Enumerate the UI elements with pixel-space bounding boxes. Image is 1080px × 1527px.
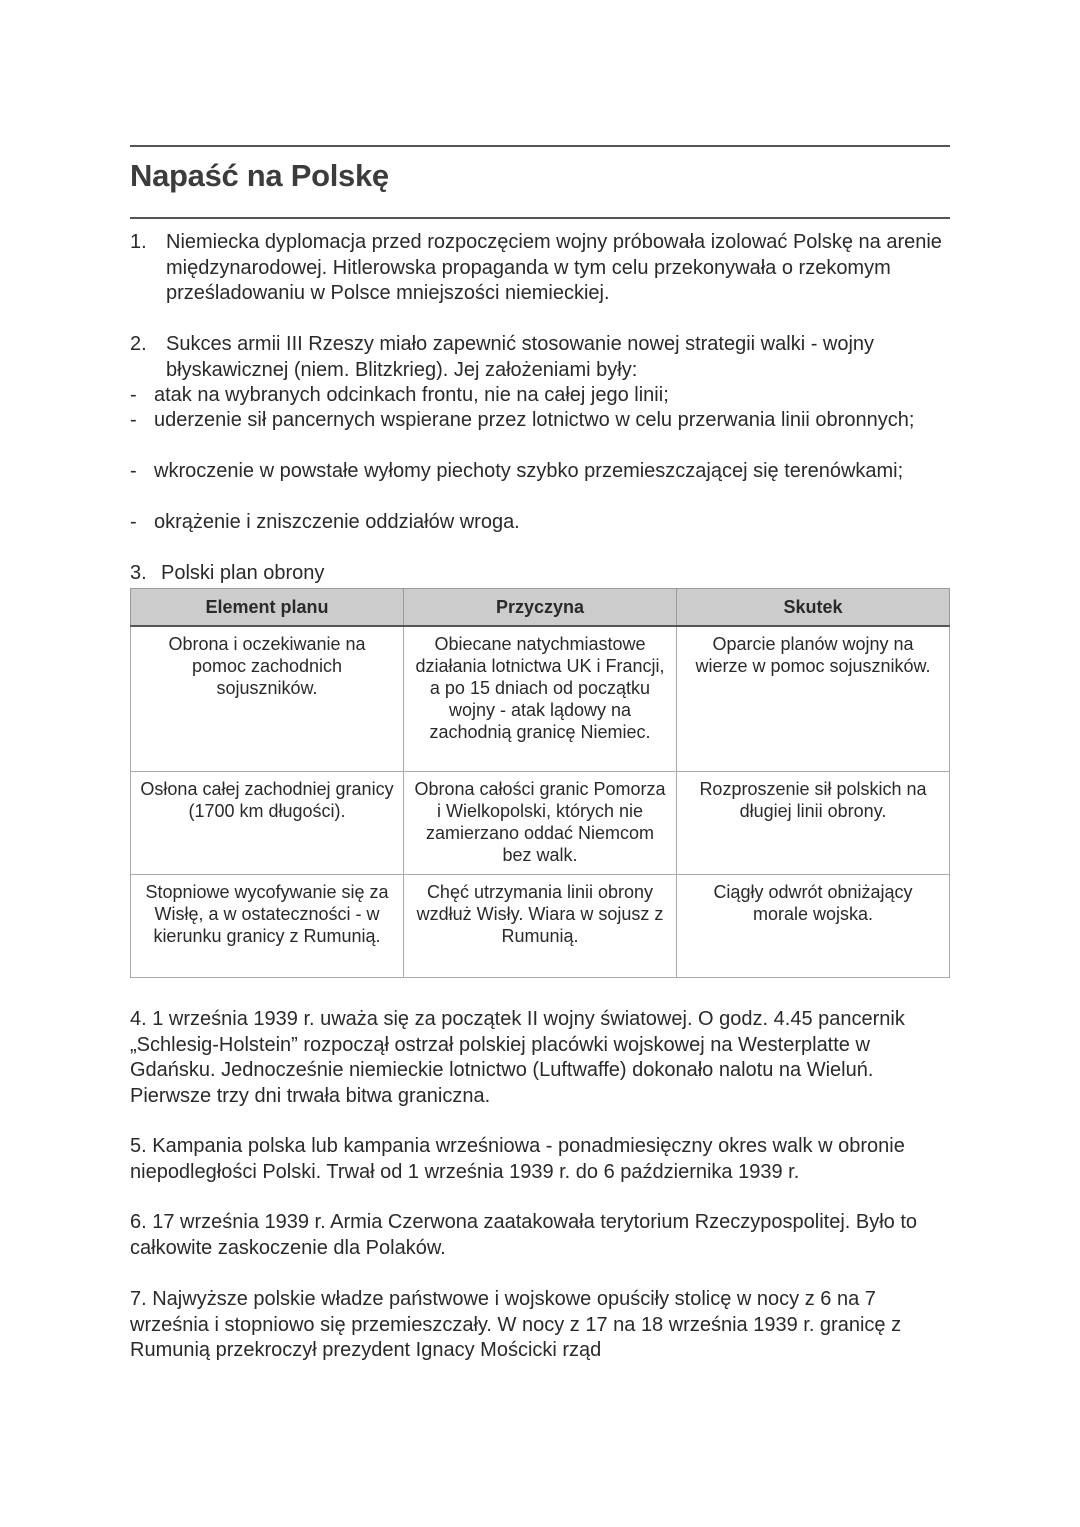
paragraph-7: 7. Najwyższe polskie władze państwowe i wojskowe opuściły stolicę w nocy z 6 na 7 września i stopniowo się przemieszczały. W nocy z 17 na 18 września 1939 r. granicę z Rumunią przekroczył prezydent Ignacy Mościcki rząd — [130, 1288, 902, 1361]
table-cell: Stopniowe wycofywanie się za Wisłę, a w ostateczności - w kierunku granicy z Rumunią. — [131, 875, 404, 978]
table-header-cell: Element planu — [131, 589, 404, 627]
table-cell: Obrona i oczekiwanie na pomoc zachodnich sojuszników. — [131, 626, 404, 772]
list-item-text: Polski plan obrony — [161, 562, 325, 584]
paragraph-5: 5. Kampania polska lub kampania wrześniowa - ponadmiesięczny okres walk w obronie niepodległości Polski. Trwał od 1 września 1939 r. do 6 października 1939 r. — [130, 1135, 905, 1183]
list-item-2 — [130, 332, 950, 383]
table-cell: Osłona całej zachodniej granicy (1700 km długości). — [131, 772, 404, 875]
table-cell: Obiecane natychmiastowe działania lotnictwa UK i Francji, a po 15 dniach od początku wojny - atak lądowy na zachodnią granicę Niemiec. — [404, 626, 677, 772]
table-header-row — [131, 589, 950, 627]
list-item-text: Niemiecka dyplomacja przed rozpoczęciem wojny próbowała izolować Polskę na arenie międzynarodowej. Hitlerowska propaganda w tym celu przekonywała o rzekomym prześladowaniu w Polsce mniejszości niemieckiej. — [166, 231, 942, 304]
table-row — [131, 626, 950, 772]
defense-plan-table — [130, 588, 950, 978]
title-bottom-rule — [130, 217, 950, 219]
list-item-1 — [130, 230, 950, 307]
bullet-text: wkroczenie w powstałe wyłomy piechoty szybko przemieszczającej się terenówkami; — [154, 460, 904, 482]
list-item-text: Sukces armii III Rzeszy miało zapewnić stosowanie nowej strategii walki - wojny błyskawicznej (niem. Blitzkrieg). Jej założeniami były: — [166, 333, 875, 381]
list-item-number: 1. — [130, 231, 147, 253]
list-item-number: 2. — [130, 333, 147, 355]
list-item-number: 3. — [130, 562, 147, 584]
bullet-item — [130, 383, 930, 409]
table-cell: Rozproszenie sił polskich na długiej linii obrony. — [677, 772, 950, 875]
table-header-cell: Skutek — [677, 589, 950, 627]
bullet-mark: - — [130, 460, 137, 482]
bullet-text: atak na wybranych odcinkach frontu, nie na całej jego linii; — [154, 384, 669, 406]
table-row — [131, 772, 950, 875]
section-3-heading — [130, 561, 950, 587]
table-cell: Chęć utrzymania linii obrony wzdłuż Wisły. Wiara w sojusz z Rumunią. — [404, 875, 677, 978]
paragraph-4: 4. 1 września 1939 r. uważa się za początek II wojny światowej. O godz. 4.45 pancernik „Schlesig-Holstein” rozpoczął ostrzał polskiej placówki wojskowej na Westerplatte w Gdańsku. Jednocześnie niemieckie lotnictwo (Luftwaffe) dokonało nalotu na Wieluń. Pierwsze trzy dni trwała bitwa graniczna. — [130, 1008, 905, 1107]
page-title: Napaść na Polskę — [130, 158, 389, 193]
bullet-mark: - — [130, 409, 137, 431]
bullet-mark: - — [130, 384, 137, 406]
bullet-item — [130, 510, 930, 536]
bullet-text: uderzenie sił pancernych wspierane przez lotnictwo w celu przerwania linii obronnych; — [154, 409, 915, 431]
title-top-rule — [130, 145, 950, 147]
bullet-item — [130, 459, 930, 485]
paragraph-6: 6. 17 września 1939 r. Armia Czerwona zaatakowała terytorium Rzeczypospolitej. Było to całkowite zaskoczenie dla Polaków. — [130, 1211, 918, 1259]
bullet-mark: - — [130, 511, 137, 533]
bullet-item — [130, 408, 930, 434]
table-cell: Oparcie planów wojny na wierze w pomoc sojuszników. — [677, 626, 950, 772]
bullet-text: okrążenie i zniszczenie oddziałów wroga. — [154, 511, 520, 533]
table-cell: Ciągły odwrót obniżający morale wojska. — [677, 875, 950, 978]
table-header-cell: Przyczyna — [404, 589, 677, 627]
table-cell: Obrona całości granic Pomorza i Wielkopolski, których nie zamierzano oddać Niemcom bez walk. — [404, 772, 677, 875]
table-row — [131, 875, 950, 978]
